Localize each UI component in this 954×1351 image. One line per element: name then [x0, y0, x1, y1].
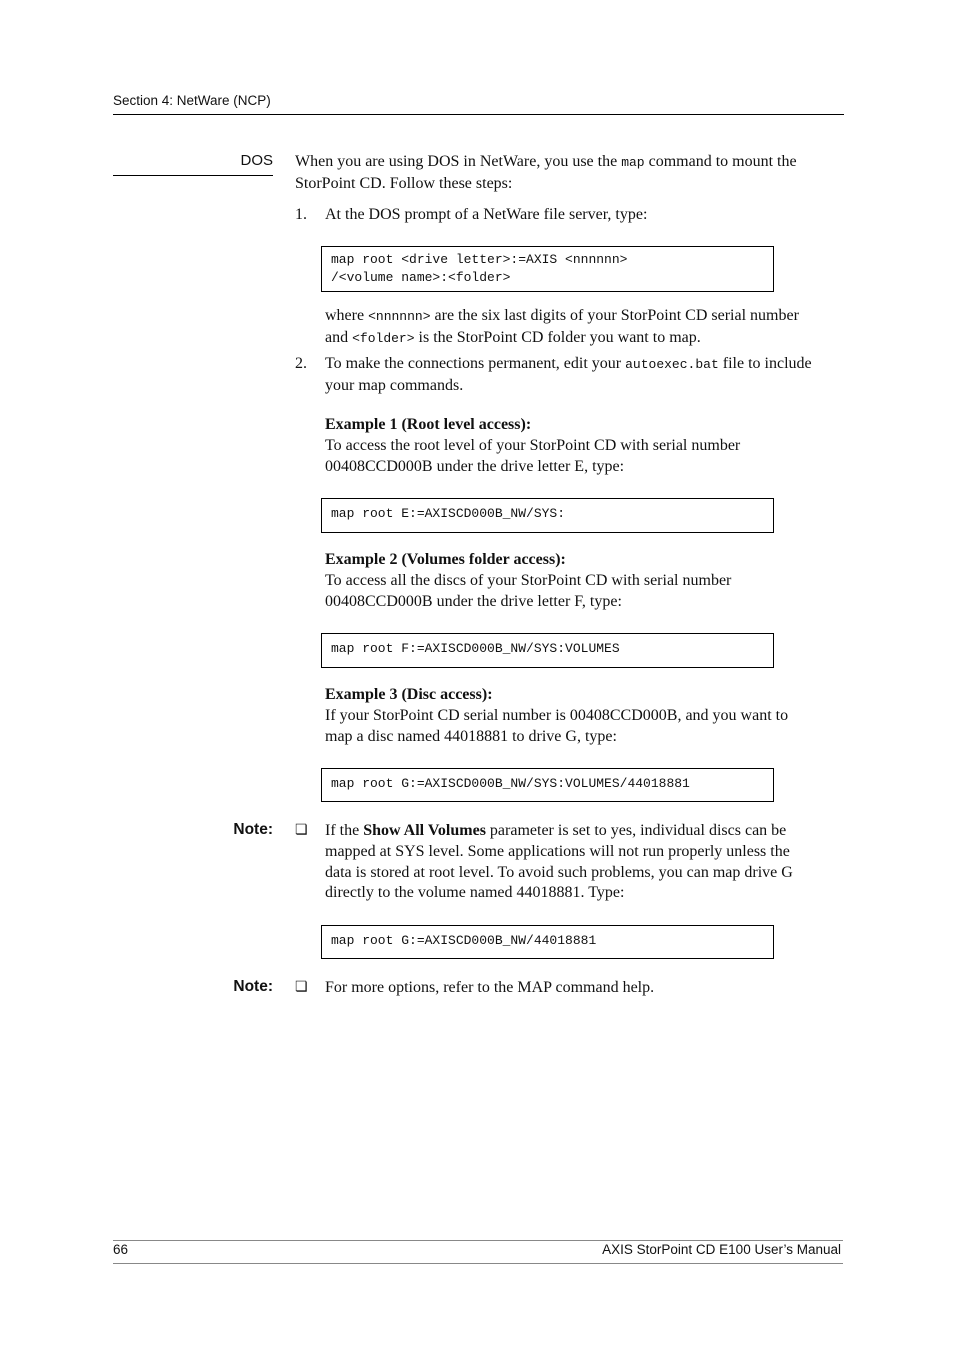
checkbox-bullet-icon: ❏ — [295, 823, 308, 838]
code-block-note-1: map root G:=AXISCD000B_NW/44018881 — [321, 925, 774, 959]
note-text: If the Show All Volumes parameter is set to yes, individual discs can be mapped at SYS level. Some applications will not run properly unless the data is stored at root level. To avoid such problems, you can map drive G directly to the volume named 44018881. Type: — [325, 822, 793, 902]
footer-rule — [113, 1240, 843, 1241]
running-header: Section 4: NetWare (NCP) — [113, 93, 271, 108]
section-heading-dos: DOS — [240, 152, 273, 169]
code-block-example-3: map root G:=AXISCD000B_NW/SYS:VOLUMES/44018881 — [321, 768, 774, 802]
header-rule — [113, 114, 844, 115]
step-text: To make the connections permanent, edit your autoexec.bat file to include your map commands. — [325, 355, 812, 394]
step-number: 2. — [295, 355, 307, 372]
code-block-map-syntax: map root <drive letter>:=AXIS <nnnnnn> /<volume name>:<folder> — [321, 246, 774, 292]
checkbox-bullet-icon: ❏ — [295, 980, 308, 995]
example-title: Example 3 (Disc access): — [325, 686, 493, 703]
note-text: For more options, refer to the MAP command help. — [325, 979, 655, 996]
example-2: Example 2 (Volumes folder access): To access all the discs of your StorPoint CD with serial number 00408CCD000B under the drive letter F, type: — [325, 550, 845, 612]
example-3: Example 3 (Disc access): If your StorPoint CD serial number is 00408CCD000B, and you want to map a disc named 44018881 to drive G, type: — [325, 685, 845, 747]
footer-rule — [113, 1263, 843, 1264]
note-label: Note: — [233, 821, 273, 838]
manual-title: AXIS StorPoint CD E100 User’s Manual — [602, 1242, 841, 1257]
code-block-example-1: map root E:=AXISCD000B_NW/SYS: — [321, 498, 774, 533]
step-number: 1. — [295, 206, 307, 223]
example-title: Example 1 (Root level access): — [325, 416, 532, 433]
inline-code-autoexec: autoexec.bat — [625, 357, 719, 372]
step-text: At the DOS prompt of a NetWare file server, type: — [325, 206, 648, 223]
inline-code-map: map — [621, 155, 645, 170]
page-number: 66 — [113, 1242, 129, 1257]
example-1: Example 1 (Root level access): To access the root level of your StorPoint CD with serial number 00408CCD000B under the drive letter E, type: — [325, 415, 845, 477]
where-paragraph: where <nnnnnn> are the six last digits of your StorPoint CD serial number and <folder> is the StorPoint CD folder you want to map. — [325, 307, 799, 346]
example-title: Example 2 (Volumes folder access): — [325, 551, 566, 568]
code-block-example-2: map root F:=AXISCD000B_NW/SYS:VOLUMES — [321, 633, 774, 668]
intro-paragraph: When you are using DOS in NetWare, you use the map command to mount the StorPoint CD. Follow these steps: — [295, 153, 797, 192]
heading-rule — [113, 175, 273, 176]
note-label: Note: — [233, 978, 273, 995]
